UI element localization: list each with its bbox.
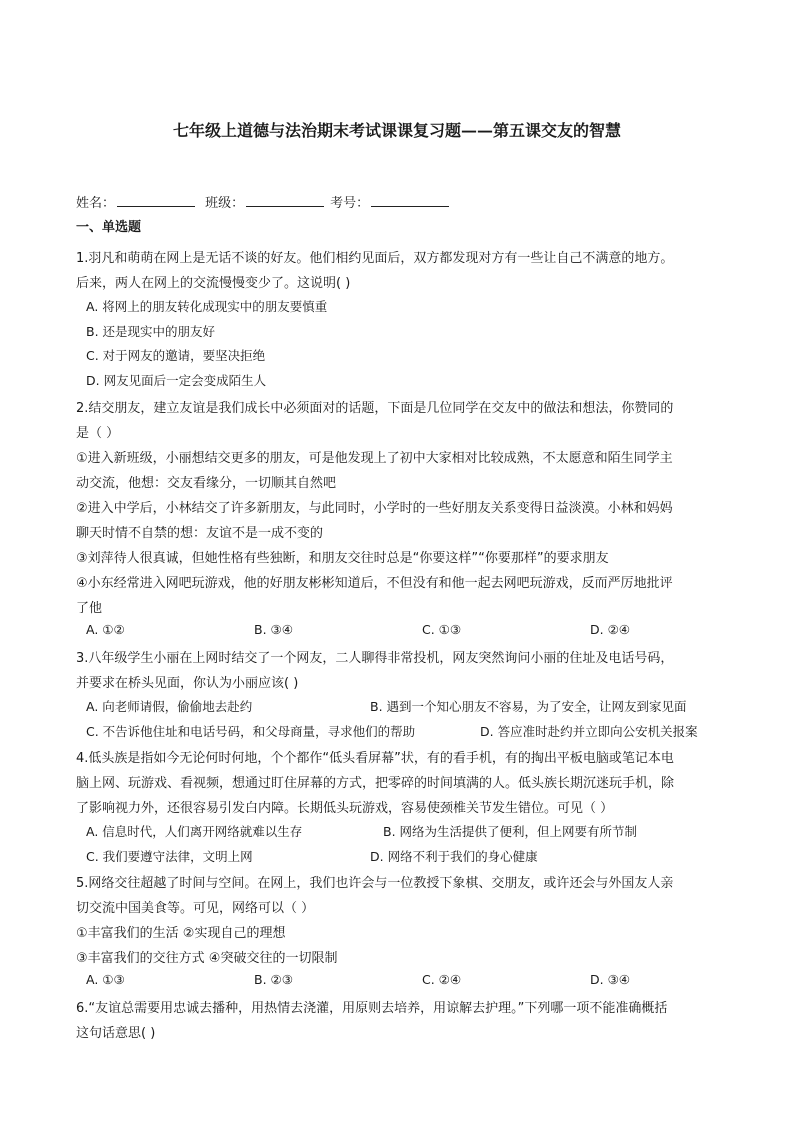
q5-option-a: A. ①③ xyxy=(86,972,125,987)
name-blank[interactable] xyxy=(117,194,195,207)
q2-option-a: A. ①② xyxy=(86,622,125,637)
document-title: 七年级上道德与法治期末考试课课复习题——第五课交友的智慧 xyxy=(172,121,621,140)
q1-option-a: A. 将网上的朋友转化成现实中的朋友要慎重 xyxy=(86,299,328,314)
class-label: 班级： xyxy=(205,196,245,211)
q3-option-d: D. 答应准时赴约并立即向公安机关报案 xyxy=(480,724,698,739)
q3-stem-line1: 3.八年级学生小丽在上网时结交了一个网友，二人聊得非常投机，网友突然询问小丽的住址及电话号码， xyxy=(76,651,674,666)
q2-statement4-line1: ④小东经常进入网吧玩游戏，他的好朋友彬彬知道后，不但没有和他一起去网吧玩游戏，反而严厉地批评 xyxy=(76,576,673,591)
q2-statement3: ③刘萍待人很真诚，但她性格有些独断，和朋友交往时总是“你要这样”“你要那样”的要求朋友 xyxy=(76,551,609,566)
q1-option-c: C. 对于网友的邀请，要坚决拒绝 xyxy=(86,348,266,363)
q2-option-d: D. ②④ xyxy=(590,622,630,637)
q4-stem-line2: 脑上网、玩游戏、看视频，想通过盯住屏幕的方式，把零碎的时间填满的人。低头族长期沉迷玩手机，除 xyxy=(76,776,675,791)
number-blank[interactable] xyxy=(371,194,449,207)
q2-option-b: B. ③④ xyxy=(254,622,293,637)
q4-stem-line3: 了影响视力外，还很容易引发白内障。长期低头玩游戏，容易使颈椎关节发生错位。可见（ ） xyxy=(76,801,614,816)
q5-option-d: D. ③④ xyxy=(590,972,630,987)
q2-statement1-line2: 动交流，他想：交友看缘分，一切顺其自然吧 xyxy=(76,476,337,491)
q4-stem-line1: 4.低头族是指如今无论何时何地，个个都作“低头看屏幕”状，有的看手机，有的掏出平板电脑或笔记本电 xyxy=(76,751,674,766)
student-info-row xyxy=(76,192,455,211)
q2-stem-line1: 2.结交朋友，建立友谊是我们成长中必须面对的话题，下面是几位同学在交友中的做法和想法，你赞同的 xyxy=(76,401,674,416)
q5-statements-line2: ③丰富我们的交往方式 ④突破交往的一切限制 xyxy=(76,951,338,966)
q5-stem-line1: 5.网络交往超越了时间与空间。在网上，我们也许会与一位教授下象棋、交朋友，或许还会与外国友人亲 xyxy=(76,876,674,891)
q3-stem-line2: 并要求在桥头见面，你认为小丽应该( ) xyxy=(76,676,299,691)
q1-option-d: D. 网友见面后一定会变成陌生人 xyxy=(86,373,267,388)
class-blank[interactable] xyxy=(246,194,324,207)
section-heading: 一、单选题 xyxy=(76,220,142,235)
q4-option-d: D. 网络不利于我们的身心健康 xyxy=(370,849,538,864)
name-label: 姓名： xyxy=(76,196,116,211)
q2-statement2-line2: 聊天时情不自禁的想：友谊不是一成不变的 xyxy=(76,526,324,541)
q2-statement1-line1: ①进入新班级，小丽想结交更多的朋友，可是他发现上了初中大家相对比较成熟，不太愿意和陌生同学主 xyxy=(76,451,673,466)
q4-option-a: A. 信息时代，人们离开网络就难以生存 xyxy=(86,824,303,839)
q2-stem-line2: 是（ ） xyxy=(76,426,120,441)
q1-stem-line1: 1.羽凡和萌萌在网上是无话不谈的好友。他们相约见面后，双方都发现对方有一些让自己不满意的地方。 xyxy=(76,251,674,266)
q4-option-b: B. 网络为生活提供了便利，但上网要有所节制 xyxy=(383,824,638,839)
q2-option-c: C. ①③ xyxy=(422,622,462,637)
q5-stem-line2: 切交流中国美食等。可见，网络可以（ ） xyxy=(76,901,315,916)
q3-option-a: A. 向老师请假，偷偷地去赴约 xyxy=(86,699,253,714)
q5-option-c: C. ②④ xyxy=(422,972,462,987)
q6-stem-line1: 6.“友谊总需要用忠诚去播种，用热情去浇灌，用原则去培养，用谅解去护理。”下列哪一项不能准确概括 xyxy=(76,1001,668,1016)
q5-statements-line1: ①丰富我们的生活 ②实现自己的理想 xyxy=(76,926,286,941)
q2-statement4-line2: 了他 xyxy=(76,601,103,616)
q1-stem-line2: 后来，两人在网上的交流慢慢变少了。这说明( ) xyxy=(76,276,351,291)
q6-stem-line2: 这句话意思( ) xyxy=(76,1026,156,1041)
q5-option-b: B. ②③ xyxy=(254,972,293,987)
q3-option-b: B. 遇到一个知心朋友不容易，为了安全，让网友到家见面 xyxy=(370,699,687,714)
q1-option-b: B. 还是现实中的朋友好 xyxy=(86,324,216,339)
number-label: 考号： xyxy=(330,196,370,211)
q4-option-c: C. 我们要遵守法律，文明上网 xyxy=(86,849,253,864)
q2-statement2-line1: ②进入中学后，小林结交了许多新朋友，与此同时，小学时的一些好朋友关系变得日益淡漠。小林和妈妈 xyxy=(76,501,673,516)
q3-option-c: C. 不告诉他住址和电话号码，和父母商量，寻求他们的帮助 xyxy=(86,724,416,739)
